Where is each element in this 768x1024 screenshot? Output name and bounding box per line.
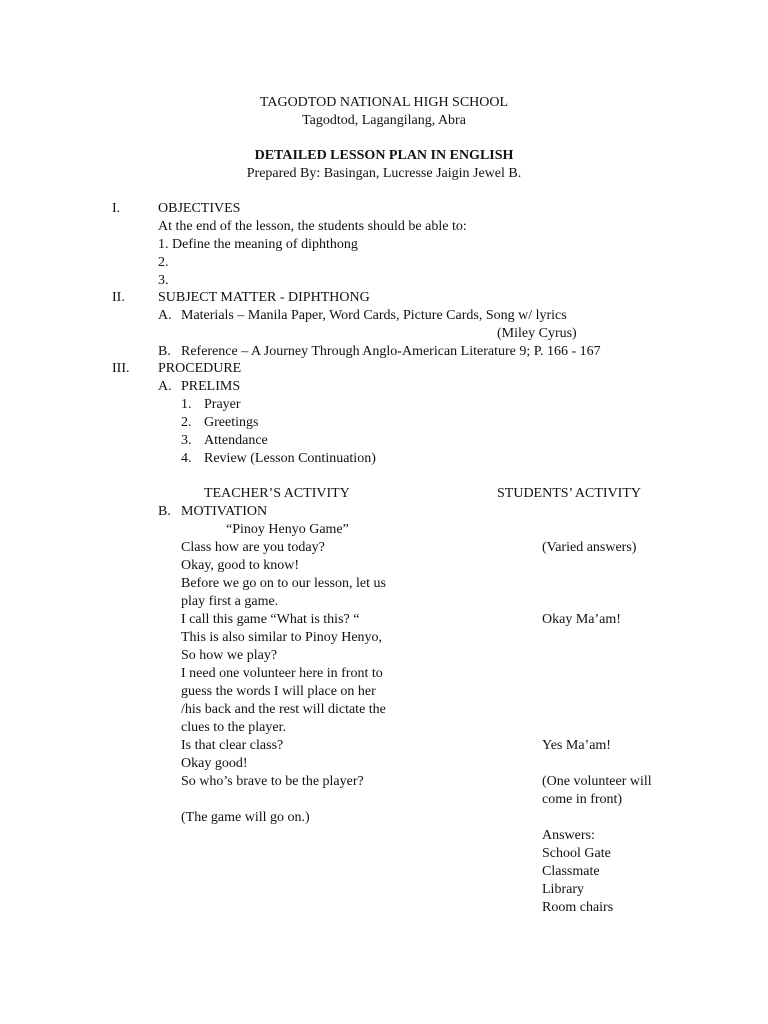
section-numeral-subject-matter: II. xyxy=(112,290,125,305)
objectives-heading: OBJECTIVES xyxy=(158,201,241,216)
section-numeral-objectives: I. xyxy=(112,201,121,216)
teacher-line: (The game will go on.) xyxy=(181,810,310,825)
prelims-letter: A. xyxy=(158,379,172,394)
school-name: TAGODTOD NATIONAL HIGH SCHOOL xyxy=(259,95,509,110)
teacher-line: So who’s brave to be the player? xyxy=(181,774,364,789)
game-title: “Pinoy Henyo Game” xyxy=(226,522,349,537)
student-line: Library xyxy=(542,882,584,897)
teacher-line: clues to the player. xyxy=(181,720,286,735)
teacher-line: I need one volunteer here in front to xyxy=(181,666,383,681)
materials-letter: A. xyxy=(158,308,172,323)
students-activity-column-header: STUDENTS’ ACTIVITY xyxy=(497,486,642,501)
teacher-line: Okay good! xyxy=(181,756,248,771)
section-numeral-procedure: III. xyxy=(112,361,130,376)
teacher-line: guess the words I will place on her xyxy=(181,684,376,699)
teacher-line: This is also similar to Pinoy Henyo, xyxy=(181,630,383,645)
teacher-line: play first a game. xyxy=(181,594,279,609)
student-line: (One volunteer will xyxy=(542,774,652,789)
objective-item: 3. xyxy=(158,273,169,288)
motivation-heading: MOTIVATION xyxy=(181,504,268,519)
student-line: School Gate xyxy=(542,846,611,861)
teacher-activity-column-header: TEACHER’S ACTIVITY xyxy=(204,486,350,501)
teacher-line: /his back and the rest will dictate the xyxy=(181,702,386,717)
student-line: Yes Ma’am! xyxy=(542,738,611,753)
prelims-item-number: 2. xyxy=(181,415,192,430)
materials-text: Materials – Manila Paper, Word Cards, Picture Cards, Song w/ lyrics xyxy=(181,308,567,323)
student-line: Answers: xyxy=(542,828,595,843)
student-line: come in front) xyxy=(542,792,623,807)
prelims-item-number: 1. xyxy=(181,397,192,412)
reference-text: Reference – A Journey Through Anglo-American Literature 9; P. 166 - 167 xyxy=(181,344,601,359)
subject-matter-heading: SUBJECT MATTER - DIPHTHONG xyxy=(158,290,370,305)
document-title: DETAILED LESSON PLAN IN ENGLISH xyxy=(254,148,514,163)
prelims-item-number: 4. xyxy=(181,451,192,466)
teacher-line: I call this game “What is this? “ xyxy=(181,612,360,627)
teacher-line: Okay, good to know! xyxy=(181,558,300,573)
motivation-letter: B. xyxy=(158,504,171,519)
prelims-item: Attendance xyxy=(204,433,268,448)
reference-letter: B. xyxy=(158,344,171,359)
prelims-item: Prayer xyxy=(204,397,241,412)
student-line: (Varied answers) xyxy=(542,540,637,555)
student-line: Okay Ma’am! xyxy=(542,612,621,627)
objective-item: 2. xyxy=(158,255,169,270)
student-line: Classmate xyxy=(542,864,600,879)
prelims-item: Greetings xyxy=(204,415,259,430)
materials-continuation: (Miley Cyrus) xyxy=(497,326,577,341)
objective-item: 1. Define the meaning of diphthong xyxy=(158,237,358,252)
procedure-heading: PROCEDURE xyxy=(158,361,242,376)
prepared-by: Prepared By: Basingan, Lucresse Jaigin Jewel B. xyxy=(246,166,522,181)
school-address: Tagodtod, Lagangilang, Abra xyxy=(302,113,466,128)
teacher-line: Is that clear class? xyxy=(181,738,284,753)
student-line: Room chairs xyxy=(542,900,614,915)
teacher-line: Class how are you today? xyxy=(181,540,325,555)
prelims-item: Review (Lesson Continuation) xyxy=(204,451,376,466)
teacher-line: So how we play? xyxy=(181,648,278,663)
prelims-heading: PRELIMS xyxy=(181,379,241,394)
prelims-item-number: 3. xyxy=(181,433,192,448)
objectives-intro: At the end of the lesson, the students should be able to: xyxy=(158,219,467,234)
teacher-line: Before we go on to our lesson, let us xyxy=(181,576,386,591)
